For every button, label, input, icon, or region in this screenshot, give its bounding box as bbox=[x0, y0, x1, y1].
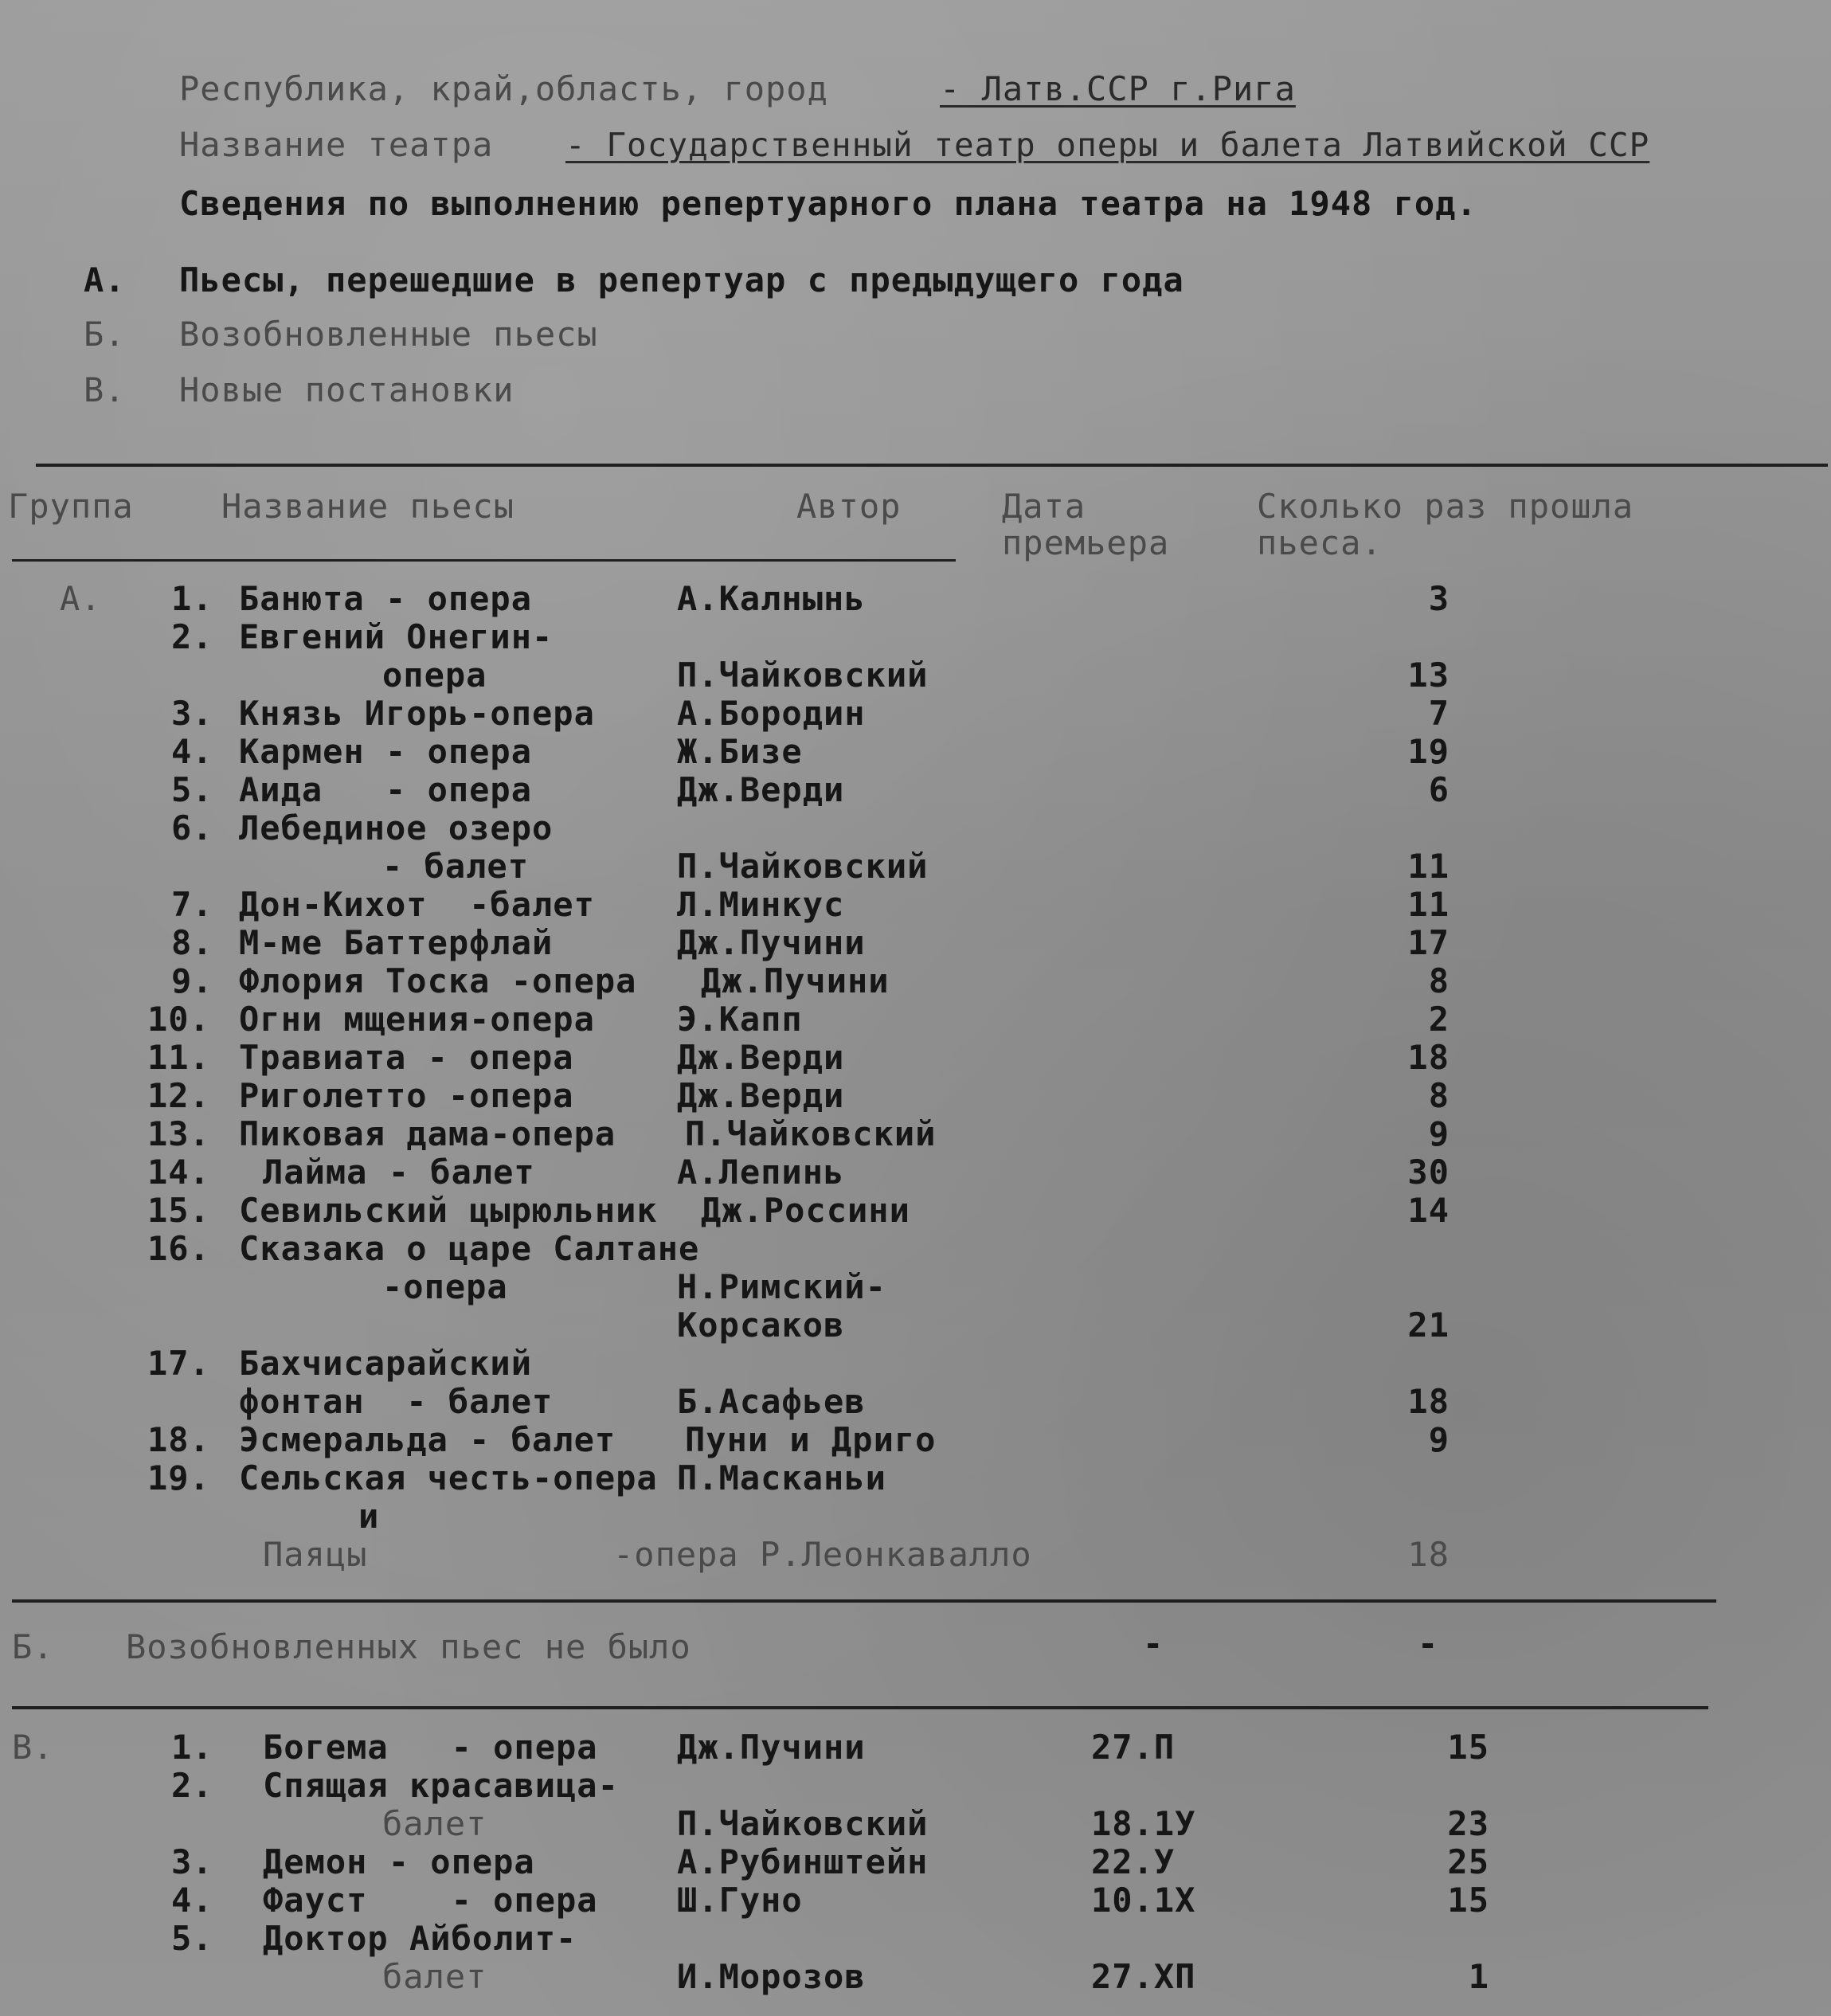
row-author: П.Чайковский bbox=[677, 1804, 929, 1843]
row-title: Евгений Онегин- bbox=[239, 617, 554, 656]
row-title: Богема - опера bbox=[263, 1728, 598, 1767]
group-b-text: Возобновленных пьес не было bbox=[126, 1627, 691, 1666]
row-author: Дж.Верди bbox=[677, 770, 845, 809]
row-title-cont: фонтан - балет bbox=[239, 1382, 554, 1421]
row-number: 2. bbox=[171, 1766, 213, 1805]
row-title: Доктор Айболит- bbox=[263, 1919, 577, 1958]
row-title: Пиковая дама-опера bbox=[239, 1114, 616, 1153]
legend-letter-b: Б. bbox=[84, 315, 126, 354]
row-title: Сказака о царе Салтане bbox=[239, 1229, 700, 1268]
row-title-cont: опера bbox=[382, 656, 487, 695]
row-count: 6 bbox=[1428, 770, 1450, 809]
row-premiere-date: 18.1У bbox=[1091, 1804, 1196, 1843]
row-title: Травиата - опера bbox=[239, 1038, 574, 1077]
row-number: 19. bbox=[147, 1458, 210, 1497]
row-count: 17 bbox=[1407, 923, 1450, 962]
row-author: Дж.Россини bbox=[701, 1191, 910, 1230]
row-author: П.Чайковский bbox=[677, 656, 929, 695]
table-top-rule bbox=[36, 464, 1828, 467]
row-author: Дж.Пучини bbox=[677, 1728, 866, 1767]
row-author: Пуни и Дриго bbox=[685, 1420, 937, 1459]
group-letter-b: Б. bbox=[12, 1627, 54, 1666]
row-author: Ш.Гуно bbox=[677, 1881, 803, 1920]
row-number: 6. bbox=[171, 808, 213, 848]
row-author: Н.Римский- bbox=[677, 1267, 886, 1306]
table-header-rule bbox=[12, 559, 956, 562]
row-number: 11. bbox=[147, 1038, 210, 1077]
header-value-theatre: - Государственный театр оперы и балета Латвийской ССР bbox=[565, 126, 1650, 164]
header-report-title: Сведения по выполнению репертуарного плана театра на 1948 год. bbox=[179, 184, 1477, 223]
row-count: 11 bbox=[1407, 847, 1450, 886]
row-title: Фауст - опера bbox=[263, 1881, 598, 1920]
legend-letter-a: А. bbox=[84, 260, 126, 299]
row-count: 25 bbox=[1447, 1842, 1489, 1881]
row-count: 15 bbox=[1447, 1881, 1489, 1920]
group-b-date: - bbox=[1143, 1624, 1164, 1663]
row-count: 15 bbox=[1447, 1728, 1489, 1767]
row-title-cont: балет bbox=[382, 1957, 487, 1996]
group-b-bottom-rule bbox=[12, 1706, 1708, 1709]
group-b-count: - bbox=[1418, 1624, 1439, 1663]
col-header-count-2: пьеса. bbox=[1257, 523, 1383, 562]
row-title: М-ме Баттерфлай bbox=[239, 923, 554, 962]
row-title: Князь Игорь-опера bbox=[239, 694, 595, 733]
row-title: Огни мщения-опера bbox=[239, 1000, 595, 1039]
legend-text-a: Пьесы, перешедшие в репертуар с предыдущего года bbox=[179, 260, 1184, 299]
row-count: 1 bbox=[1468, 1957, 1489, 1996]
row-author-cont: Корсаков bbox=[677, 1306, 845, 1345]
row-premiere-date: 27.ХП bbox=[1091, 1957, 1196, 1996]
row-count: 8 bbox=[1428, 1076, 1450, 1115]
row-title-cont: - балет bbox=[382, 847, 530, 886]
row-number: 16. bbox=[147, 1229, 210, 1268]
row-number: 13. bbox=[147, 1114, 210, 1153]
row-author: А.Лепинь bbox=[677, 1153, 845, 1192]
row-title: Сельская честь-опера bbox=[239, 1458, 658, 1497]
row-number: 10. bbox=[147, 1000, 210, 1039]
row-author: П.Масканьи bbox=[677, 1458, 886, 1497]
row-count: 19 bbox=[1407, 732, 1450, 771]
row-count: 18 bbox=[1407, 1535, 1450, 1574]
row-author: Дж.Верди bbox=[677, 1076, 845, 1115]
row-count: 8 bbox=[1428, 961, 1450, 1000]
row-number: 5. bbox=[171, 770, 213, 809]
row-title: Аида - опера bbox=[239, 770, 533, 809]
row-count: 30 bbox=[1407, 1153, 1450, 1192]
row-count: 2 bbox=[1428, 1000, 1450, 1039]
row-title: Паяцы bbox=[263, 1535, 368, 1574]
row-author: П.Чайковский bbox=[685, 1114, 937, 1153]
row-count: 3 bbox=[1428, 579, 1450, 618]
legend-text-v: Новые постановки bbox=[179, 370, 514, 409]
group-letter-v: В. bbox=[12, 1728, 54, 1767]
row-number: 15. bbox=[147, 1191, 210, 1230]
col-header-count-1: Сколько раз прошла bbox=[1257, 487, 1634, 526]
row-title-cont: балет bbox=[382, 1804, 487, 1843]
row-author: Э.Капп bbox=[677, 1000, 803, 1039]
row-title: Флория Тоска -опера bbox=[239, 961, 637, 1000]
row-author: П.Чайковский bbox=[677, 847, 929, 886]
header-label-theatre: Название театра bbox=[179, 125, 494, 164]
row-number: 1. bbox=[171, 1728, 213, 1767]
col-header-group: Группа bbox=[8, 487, 134, 526]
row-title-cont: -опера bbox=[382, 1267, 508, 1306]
legend-letter-v: В. bbox=[84, 370, 126, 409]
row-title: Лебединое озеро bbox=[239, 808, 554, 848]
row-count: 18 bbox=[1407, 1382, 1450, 1421]
row-author: А.Калнынь bbox=[677, 579, 866, 618]
row-author: Дж.Пучини bbox=[677, 923, 866, 962]
row-number: 8. bbox=[171, 923, 213, 962]
row-number: 2. bbox=[171, 617, 213, 656]
row-count: 21 bbox=[1407, 1306, 1450, 1345]
row-author: -опера Р.Леонкавалло bbox=[613, 1535, 1032, 1574]
row-count: 9 bbox=[1428, 1114, 1450, 1153]
row-title: Севильский цырюльник bbox=[239, 1191, 658, 1230]
row-number: 3. bbox=[171, 694, 213, 733]
row-number: 14. bbox=[147, 1153, 210, 1192]
row-premiere-date: 22.У bbox=[1091, 1842, 1176, 1881]
row-author: Б.Асафьев bbox=[677, 1382, 866, 1421]
row-number: 7. bbox=[171, 885, 213, 924]
row-number: 12. bbox=[147, 1076, 210, 1115]
row-number: 4. bbox=[171, 1881, 213, 1920]
row-title: Бахчисарайский bbox=[239, 1344, 533, 1383]
row-number: 4. bbox=[171, 732, 213, 771]
row-author: А.Рубинштейн bbox=[677, 1842, 929, 1881]
row-number: 1. bbox=[171, 579, 213, 618]
row-title: Демон - опера bbox=[263, 1842, 535, 1881]
header-label-region: Республика, край,область, город bbox=[179, 69, 828, 108]
legend-text-b: Возобновленные пьесы bbox=[179, 315, 598, 354]
row-count: 7 bbox=[1428, 694, 1450, 733]
row-count: 11 bbox=[1407, 885, 1450, 924]
row-title: Эсмеральда - балет bbox=[239, 1420, 616, 1459]
row-number: 9. bbox=[171, 961, 213, 1000]
col-header-date-2: премьера bbox=[1002, 523, 1170, 562]
group-a-bottom-rule bbox=[12, 1599, 1716, 1603]
row-author: Дж.Верди bbox=[677, 1038, 845, 1077]
row-premiere-date: 10.1Х bbox=[1091, 1881, 1196, 1920]
col-header-date-1: Дата bbox=[1002, 487, 1086, 526]
row-author: Л.Минкус bbox=[677, 885, 845, 924]
row-title: Дон-Кихот -балет bbox=[239, 885, 595, 924]
col-header-author: Автор bbox=[796, 487, 902, 526]
row-title: Лайма - балет bbox=[263, 1153, 535, 1192]
row-count: 13 bbox=[1407, 656, 1450, 695]
header-value-region: - Латв.ССР г.Рига bbox=[940, 69, 1296, 108]
row-author: И.Морозов bbox=[677, 1957, 866, 1996]
row-author: А.Бородин bbox=[677, 694, 866, 733]
row-title: Банюта - опера bbox=[239, 579, 533, 618]
row-count: 14 bbox=[1407, 1191, 1450, 1230]
row-number: 18. bbox=[147, 1420, 210, 1459]
row-number: 5. bbox=[171, 1919, 213, 1958]
row-author: Дж.Пучини bbox=[701, 961, 890, 1000]
row-count: 9 bbox=[1428, 1420, 1450, 1459]
row-title: Риголетто -опера bbox=[239, 1076, 574, 1115]
row-author: Ж.Бизе bbox=[677, 732, 803, 771]
row-premiere-date: 27.П bbox=[1091, 1728, 1176, 1767]
row-title: Спящая красавица- bbox=[263, 1766, 619, 1805]
row-count: 18 bbox=[1407, 1038, 1450, 1077]
row-number: 17. bbox=[147, 1344, 210, 1383]
row-and: и bbox=[358, 1497, 380, 1536]
row-title: Кармен - опера bbox=[239, 732, 533, 771]
row-count: 23 bbox=[1447, 1804, 1489, 1843]
group-letter-a: А. bbox=[60, 579, 102, 618]
col-header-title: Название пьесы bbox=[221, 487, 515, 526]
row-number: 3. bbox=[171, 1842, 213, 1881]
